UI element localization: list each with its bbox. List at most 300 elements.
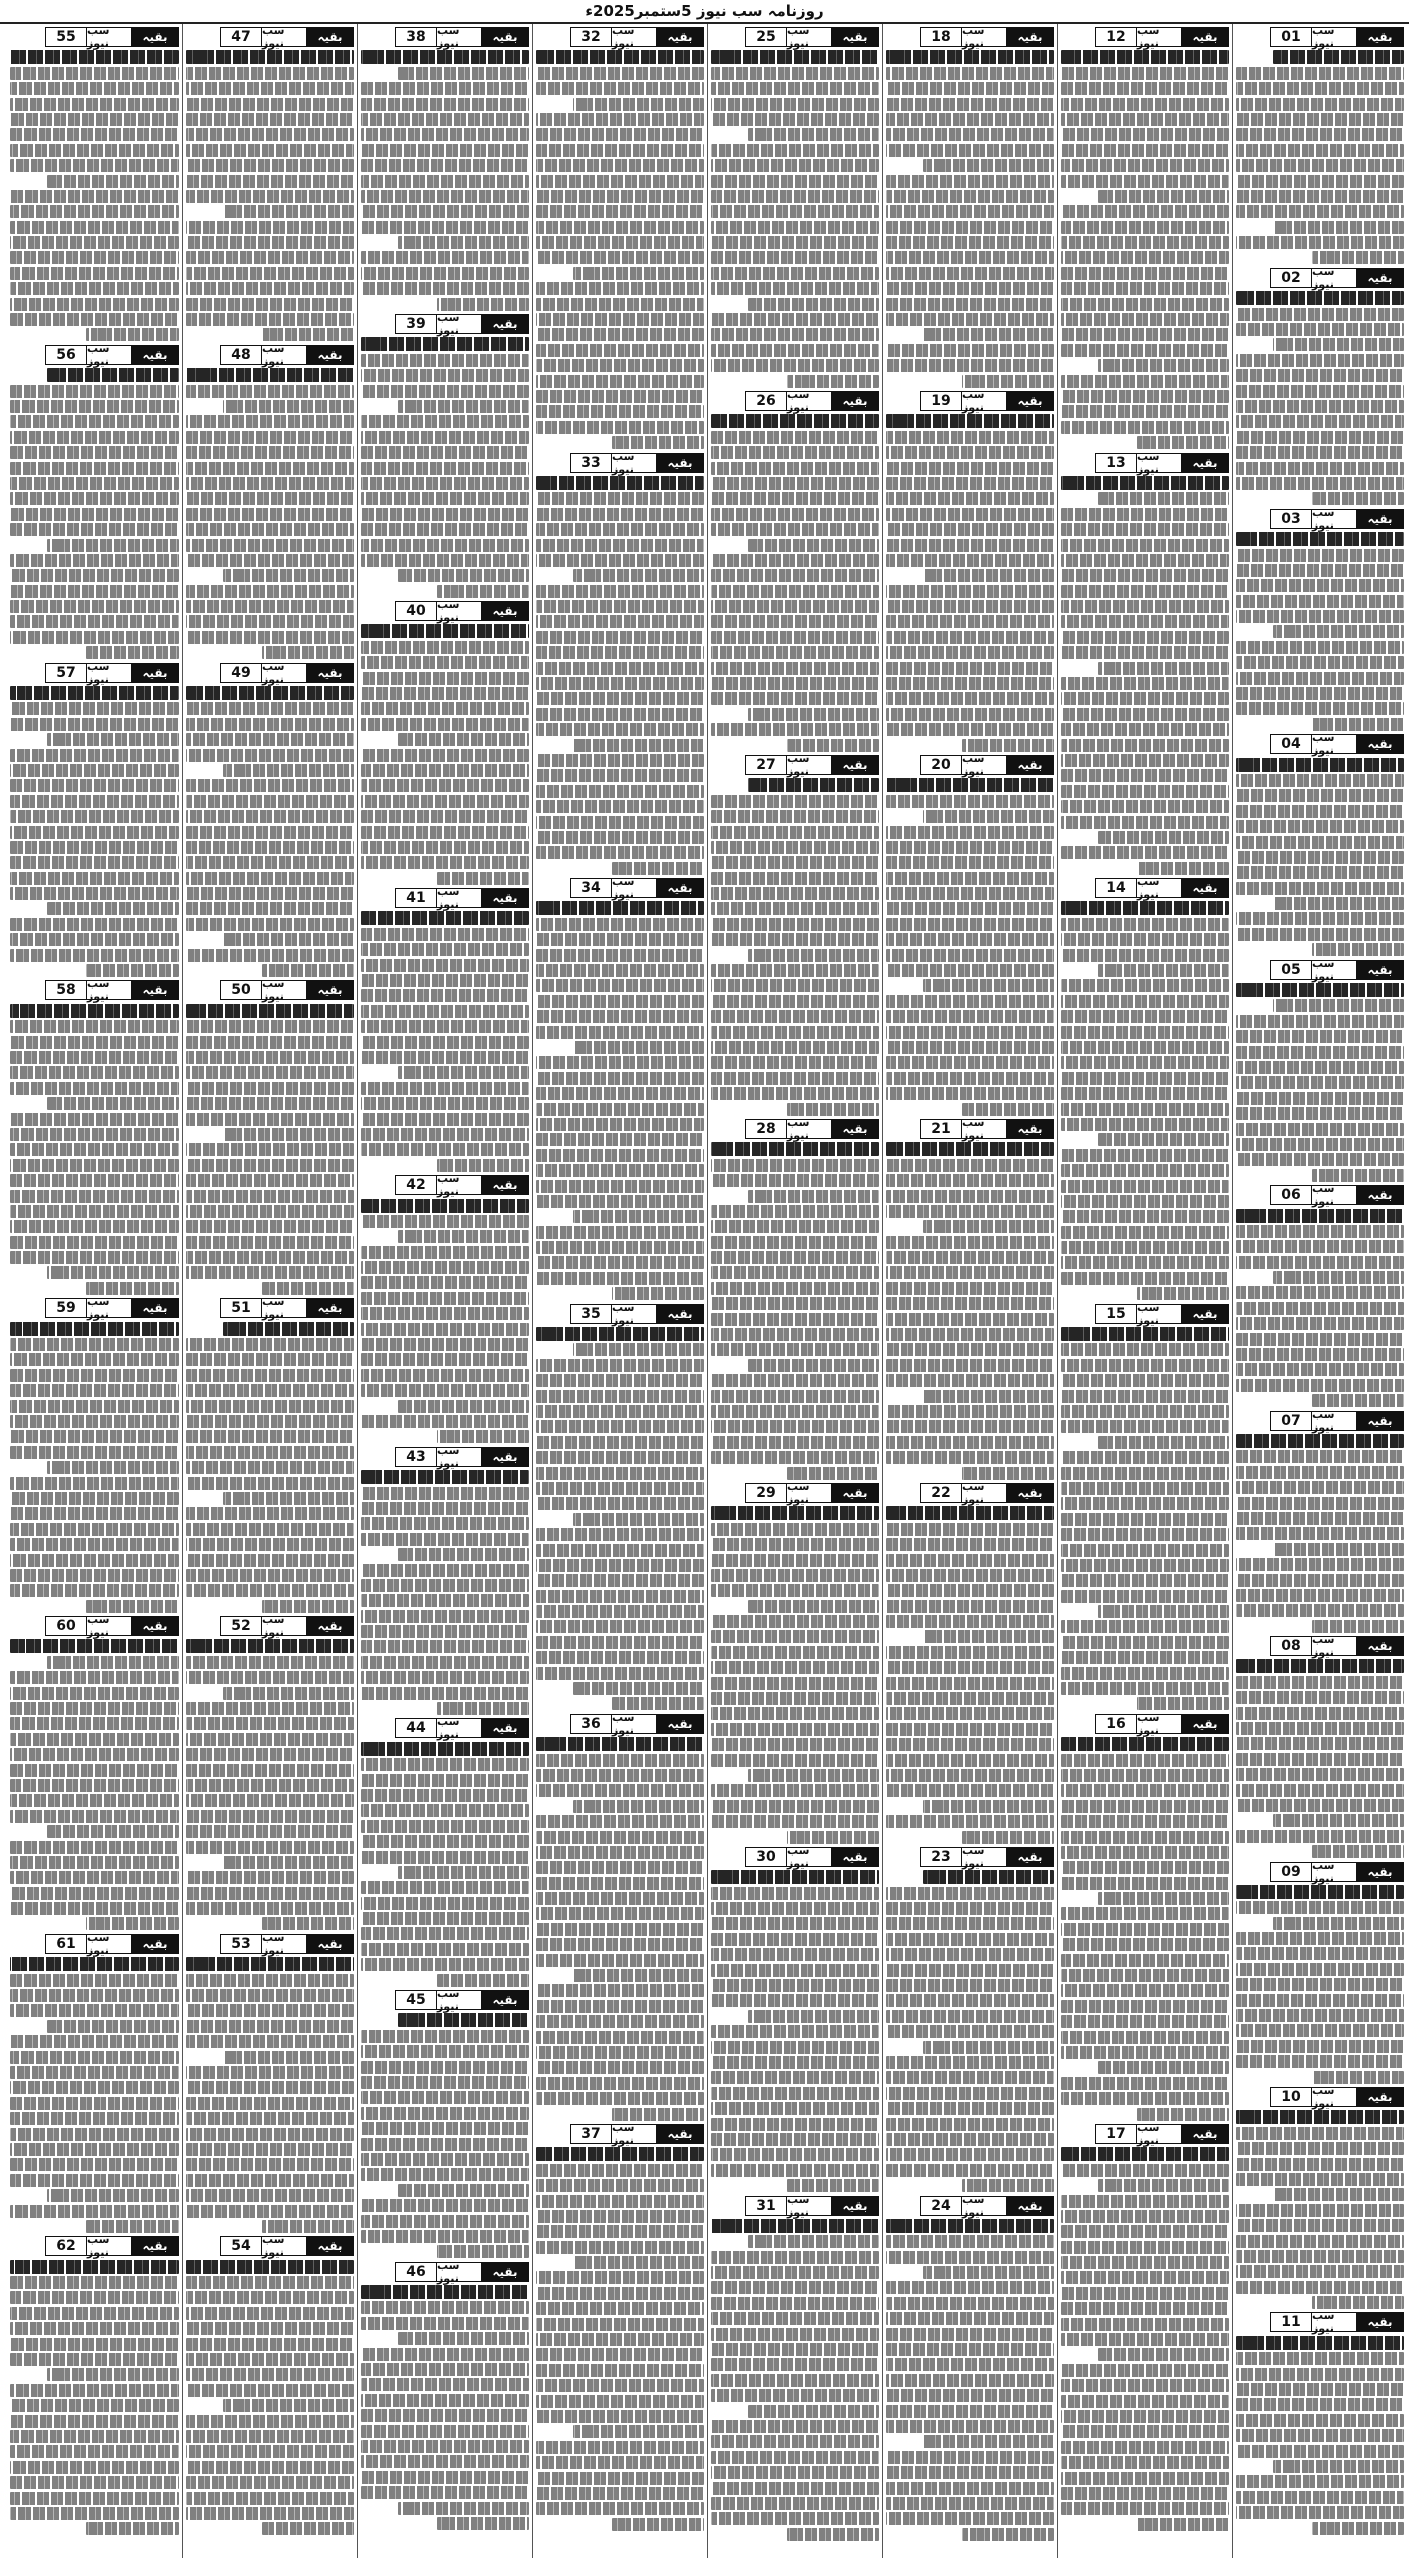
text-line (10, 686, 179, 700)
continuation-text (1236, 50, 1404, 264)
text-line (711, 2025, 879, 2038)
text-line (1061, 949, 1229, 962)
text-line (361, 159, 529, 172)
text-line (361, 2061, 529, 2074)
text-line (361, 1640, 529, 1653)
continuation-block (1061, 1300, 1229, 1711)
continuation-badge: بقیہ (1182, 27, 1229, 47)
text-line (1236, 462, 1404, 475)
text-line (1061, 1226, 1229, 1239)
continuation-word: سب نیوز (1312, 509, 1357, 529)
continuation-word: سب نیوز (787, 1483, 832, 1503)
text-line (1061, 328, 1229, 341)
text-line (886, 267, 1054, 280)
text-line (1236, 308, 1404, 321)
text-line (361, 1487, 529, 1500)
continuation-badge: بقیہ (832, 1119, 879, 1139)
text-line (361, 1671, 529, 1684)
text-line (886, 492, 1054, 505)
continuation-block (711, 1843, 879, 2192)
text-line (711, 2420, 879, 2433)
continuation-word: سب نیوز (262, 2236, 307, 2256)
text-line (748, 2405, 879, 2418)
text-line (1137, 436, 1229, 449)
text-line (10, 267, 179, 280)
text-line (711, 1390, 879, 1403)
text-line (748, 2235, 879, 2248)
text-line (886, 446, 1054, 459)
continuation-text (536, 50, 704, 449)
news-column-4 (707, 24, 882, 2558)
text-line (711, 1010, 879, 1023)
text-line (186, 2384, 354, 2397)
continuation-label (536, 26, 704, 48)
text-line (787, 2179, 879, 2192)
text-line (186, 82, 354, 95)
text-line (1236, 758, 1404, 772)
text-line (361, 1323, 529, 1336)
text-line (186, 508, 354, 521)
text-line (398, 1866, 529, 1879)
text-line (398, 1548, 529, 1561)
text-line (711, 1902, 879, 1915)
text-line (186, 2368, 354, 2381)
text-line (536, 1327, 704, 1341)
text-line (10, 385, 179, 398)
text-line (186, 1554, 354, 1567)
continuation-badge: بقیہ (1182, 1304, 1229, 1324)
text-line (711, 2281, 879, 2294)
text-line (186, 431, 354, 444)
text-line (361, 369, 529, 382)
text-line (886, 1584, 1054, 1597)
text-line (186, 159, 354, 172)
text-line (361, 385, 529, 398)
text-line (223, 569, 354, 582)
text-line (536, 600, 704, 613)
text-line (186, 1353, 354, 1366)
text-line (886, 98, 1054, 111)
text-line (361, 959, 529, 972)
continuation-text (1061, 2147, 1229, 2530)
text-line (711, 1026, 879, 1039)
continuation-number: 25 (745, 27, 787, 47)
text-line (186, 2097, 354, 2110)
text-line (10, 2353, 179, 2366)
continuation-text (361, 1742, 529, 1987)
continuation-number: 02 (1270, 268, 1312, 288)
text-line (186, 1748, 354, 1761)
text-line (1061, 1149, 1229, 1162)
text-line (886, 251, 1054, 264)
continuation-number: 19 (920, 391, 962, 411)
text-line (711, 1282, 879, 1295)
text-line (711, 2482, 879, 2495)
text-line (1273, 338, 1404, 351)
text-line (536, 1769, 704, 1782)
continuation-text (711, 414, 879, 751)
text-line (361, 1097, 529, 1110)
text-line (10, 1841, 179, 1854)
continuation-label (361, 598, 529, 625)
text-line (1061, 2000, 1229, 2013)
text-line (536, 144, 704, 157)
text-line (1061, 1405, 1229, 1418)
continuation-text (886, 778, 1054, 1115)
text-line (711, 477, 879, 490)
continuation-number: 45 (395, 1990, 437, 2010)
text-line (186, 1810, 354, 1823)
text-line (186, 1415, 354, 1428)
continuation-word: سب نیوز (612, 1304, 657, 1324)
text-line (10, 1584, 179, 1597)
text-line (886, 708, 1054, 721)
text-line (711, 1420, 879, 1433)
text-line (1236, 1363, 1404, 1376)
continuation-block (1236, 1858, 1404, 2084)
text-line (10, 872, 179, 885)
text-line (886, 2451, 1054, 2464)
continuation-text (1236, 1209, 1404, 1408)
text-line (10, 251, 179, 264)
text-line (1098, 2061, 1229, 2074)
text-line (711, 631, 879, 644)
continuation-word: سب نیوز (612, 1714, 657, 1734)
text-line (10, 826, 179, 839)
continuation-label (10, 26, 179, 48)
text-line (10, 1687, 179, 1700)
text-line (10, 2276, 179, 2289)
continuation-text (10, 2260, 179, 2536)
text-line (186, 492, 354, 505)
continuation-number: 53 (220, 1934, 262, 1954)
text-line (1236, 1768, 1404, 1781)
text-line (186, 368, 354, 382)
text-line (1236, 2142, 1404, 2155)
text-line (536, 2179, 704, 2192)
text-line (536, 50, 704, 64)
text-line (886, 1692, 1054, 1705)
continuation-badge: بقیہ (132, 345, 179, 365)
text-line (186, 2066, 354, 2079)
text-line (1061, 769, 1229, 782)
text-line (1061, 1667, 1229, 1680)
text-line (437, 1974, 529, 1987)
text-line (10, 1066, 179, 1079)
text-line (536, 1256, 704, 1269)
text-line (923, 1390, 1054, 1403)
text-line (886, 128, 1054, 141)
text-line (1236, 2506, 1404, 2519)
text-line (186, 1569, 354, 1582)
continuation-word: سب نیوز (962, 1847, 1007, 1867)
continuation-number: 10 (1270, 2087, 1312, 2107)
text-line (886, 1554, 1054, 1567)
continuation-word: سب نیوز (962, 27, 1007, 47)
text-line (536, 2210, 704, 2223)
text-line (886, 2071, 1054, 2084)
text-line (1137, 2518, 1229, 2531)
text-line (886, 414, 1054, 428)
continuation-word: سب نیوز (1312, 27, 1357, 47)
text-line (886, 1174, 1054, 1187)
continuation-text (186, 686, 354, 977)
continuation-word: سب نیوز (87, 1298, 132, 1318)
text-line (573, 2256, 704, 2269)
text-line (748, 1359, 879, 1372)
text-line (536, 1861, 704, 1874)
text-line (1236, 2429, 1404, 2442)
text-line (47, 175, 179, 188)
text-line (886, 82, 1054, 95)
text-line (1061, 2395, 1229, 2408)
text-line (1061, 723, 1229, 736)
text-line (10, 1322, 179, 1336)
text-line (536, 1405, 704, 1418)
continuation-number: 15 (1095, 1304, 1137, 1324)
text-line (711, 723, 879, 736)
text-line (361, 1338, 529, 1351)
news-column-6 (357, 24, 532, 2558)
continuation-block (1236, 956, 1404, 1182)
text-line (711, 1815, 879, 1828)
text-line (361, 1758, 529, 1771)
text-line (711, 523, 879, 536)
text-line (886, 1041, 1054, 1054)
text-line (186, 539, 354, 552)
text-line (886, 236, 1054, 249)
text-line (1061, 1118, 1229, 1131)
text-line (536, 1737, 704, 1751)
text-line (1236, 1885, 1404, 1899)
continuation-text (1061, 1327, 1229, 1710)
text-line (361, 1594, 529, 1607)
text-line (1236, 2158, 1404, 2171)
continuation-badge: بقیہ (482, 601, 529, 621)
text-line (1236, 113, 1404, 126)
text-line (1061, 2472, 1229, 2485)
text-line (10, 2143, 179, 2156)
text-line (536, 964, 704, 977)
text-line (10, 313, 179, 326)
text-line (711, 569, 879, 582)
continuation-label (1236, 956, 1404, 983)
text-line (398, 1400, 529, 1413)
text-line (1061, 2441, 1229, 2454)
continuation-word: سب نیوز (962, 755, 1007, 775)
text-line (1061, 1164, 1229, 1177)
continuation-badge: بقیہ (482, 2262, 529, 2282)
text-line (186, 856, 354, 869)
text-line (1236, 369, 1404, 382)
text-line (10, 615, 179, 628)
text-line (886, 1282, 1054, 1295)
text-line (186, 631, 354, 644)
text-line (186, 2276, 354, 2289)
text-line (1236, 1691, 1404, 1704)
text-line (787, 375, 879, 388)
text-line (10, 2051, 179, 2064)
text-line (361, 1533, 529, 1546)
text-line (186, 872, 354, 885)
text-line (10, 554, 179, 567)
continuation-label (361, 1987, 529, 2014)
text-line (361, 1415, 529, 1428)
text-line (536, 949, 704, 962)
continuation-text (1236, 1659, 1404, 1858)
text-line (10, 1143, 179, 1156)
continuation-text (10, 1957, 179, 2233)
text-line (711, 1887, 879, 1900)
continuation-number: 51 (220, 1298, 262, 1318)
text-line (536, 2379, 704, 2392)
continuation-word: سب نیوز (787, 1847, 832, 1867)
text-line (711, 1554, 879, 1567)
text-line (47, 539, 179, 552)
text-line (886, 692, 1054, 705)
continuation-word: سب نیوز (1312, 1636, 1357, 1656)
continuation-number: 17 (1095, 2124, 1137, 2144)
text-line (1098, 662, 1229, 675)
continuation-number: 14 (1095, 878, 1137, 898)
text-line (711, 1328, 879, 1341)
text-line (711, 2343, 879, 2356)
text-line (536, 1241, 704, 1254)
text-line (223, 1322, 354, 1336)
text-line (536, 677, 704, 690)
text-line (536, 2348, 704, 2361)
text-line (186, 298, 354, 311)
text-line (186, 1538, 354, 1551)
text-line (886, 826, 1054, 839)
text-line (186, 554, 354, 567)
text-line (1236, 67, 1404, 80)
continuation-label (711, 1115, 879, 1142)
continuation-badge: بقیہ (132, 1934, 179, 1954)
text-line (186, 1507, 354, 1520)
text-line (10, 82, 179, 95)
text-line (1236, 1379, 1404, 1392)
continuation-badge: بقیہ (307, 345, 354, 365)
text-line (10, 1639, 179, 1653)
continuation-badge: بقیہ (307, 1298, 354, 1318)
continuation-text (361, 911, 529, 1171)
text-line (962, 1831, 1054, 1844)
continuation-number: 16 (1095, 1714, 1137, 1734)
text-line (886, 856, 1054, 869)
text-line (1061, 1784, 1229, 1797)
text-line (1061, 50, 1229, 64)
text-line (1061, 1769, 1229, 1782)
text-line (711, 1723, 879, 1736)
text-line (787, 1467, 879, 1480)
text-line (398, 67, 529, 80)
text-line (10, 2128, 179, 2141)
text-line (10, 1159, 179, 1172)
continuation-badge: بقیہ (1357, 960, 1404, 980)
text-line (1236, 2475, 1404, 2488)
text-line (186, 462, 354, 475)
text-line (10, 144, 179, 157)
text-line (10, 282, 179, 295)
text-line (223, 1492, 354, 1505)
continuation-text (1236, 2336, 1404, 2535)
text-line (886, 1056, 1054, 1069)
text-line (1236, 2055, 1404, 2068)
text-line (186, 2476, 354, 2489)
text-line (1312, 2522, 1404, 2535)
continuation-word: سب نیوز (962, 1119, 1007, 1139)
text-line (886, 205, 1054, 218)
continuation-text (886, 1870, 1054, 2192)
text-line (10, 810, 179, 823)
continuation-label (886, 26, 1054, 48)
continuation-text (186, 1322, 354, 1613)
text-line (711, 1917, 879, 1930)
text-line (10, 1338, 179, 1351)
text-line (262, 646, 354, 659)
text-line (1273, 625, 1404, 638)
text-line (186, 1251, 354, 1264)
text-line (886, 918, 1054, 931)
text-line (1236, 2204, 1404, 2217)
text-line (536, 1544, 704, 1557)
text-line (10, 1369, 179, 1382)
continuation-badge: بقیہ (832, 2196, 879, 2216)
text-line (886, 1236, 1054, 1249)
continuation-text (1061, 901, 1229, 1300)
continuation-label (186, 1295, 354, 1322)
text-line (47, 2020, 179, 2033)
text-line (536, 2333, 704, 2346)
text-line (886, 1661, 1054, 1674)
text-line (186, 1639, 354, 1653)
text-line (711, 2466, 879, 2479)
text-line (1236, 2336, 1404, 2350)
text-line (711, 2389, 879, 2402)
text-line (1061, 1846, 1229, 1859)
text-line (10, 1251, 179, 1264)
continuation-badge: بقیہ (1007, 755, 1054, 775)
text-line (86, 646, 179, 659)
text-line (361, 50, 529, 64)
text-line (1236, 323, 1404, 336)
text-line (186, 1143, 354, 1156)
text-line (886, 1142, 1054, 1156)
continuation-word: سب نیوز (437, 888, 482, 908)
text-line (1061, 1938, 1229, 1951)
continuation-block (536, 26, 704, 449)
text-line (711, 2512, 879, 2525)
text-line (361, 1307, 529, 1320)
continuation-number: 58 (45, 980, 87, 1000)
continuation-number: 48 (220, 345, 262, 365)
continuation-text (1236, 758, 1404, 957)
text-line (711, 1707, 879, 1720)
text-line (536, 1877, 704, 1890)
continuation-text (886, 414, 1054, 751)
text-line (1061, 1544, 1229, 1557)
text-line (186, 236, 354, 249)
continuation-block (1061, 1710, 1229, 2121)
text-line (886, 2087, 1054, 2100)
continuation-word: سب نیوز (1312, 1862, 1357, 1882)
text-line (536, 708, 704, 721)
text-line (536, 979, 704, 992)
continuation-word: سب نیوز (787, 391, 832, 411)
text-line (1061, 1737, 1229, 1751)
text-line (1236, 836, 1404, 849)
